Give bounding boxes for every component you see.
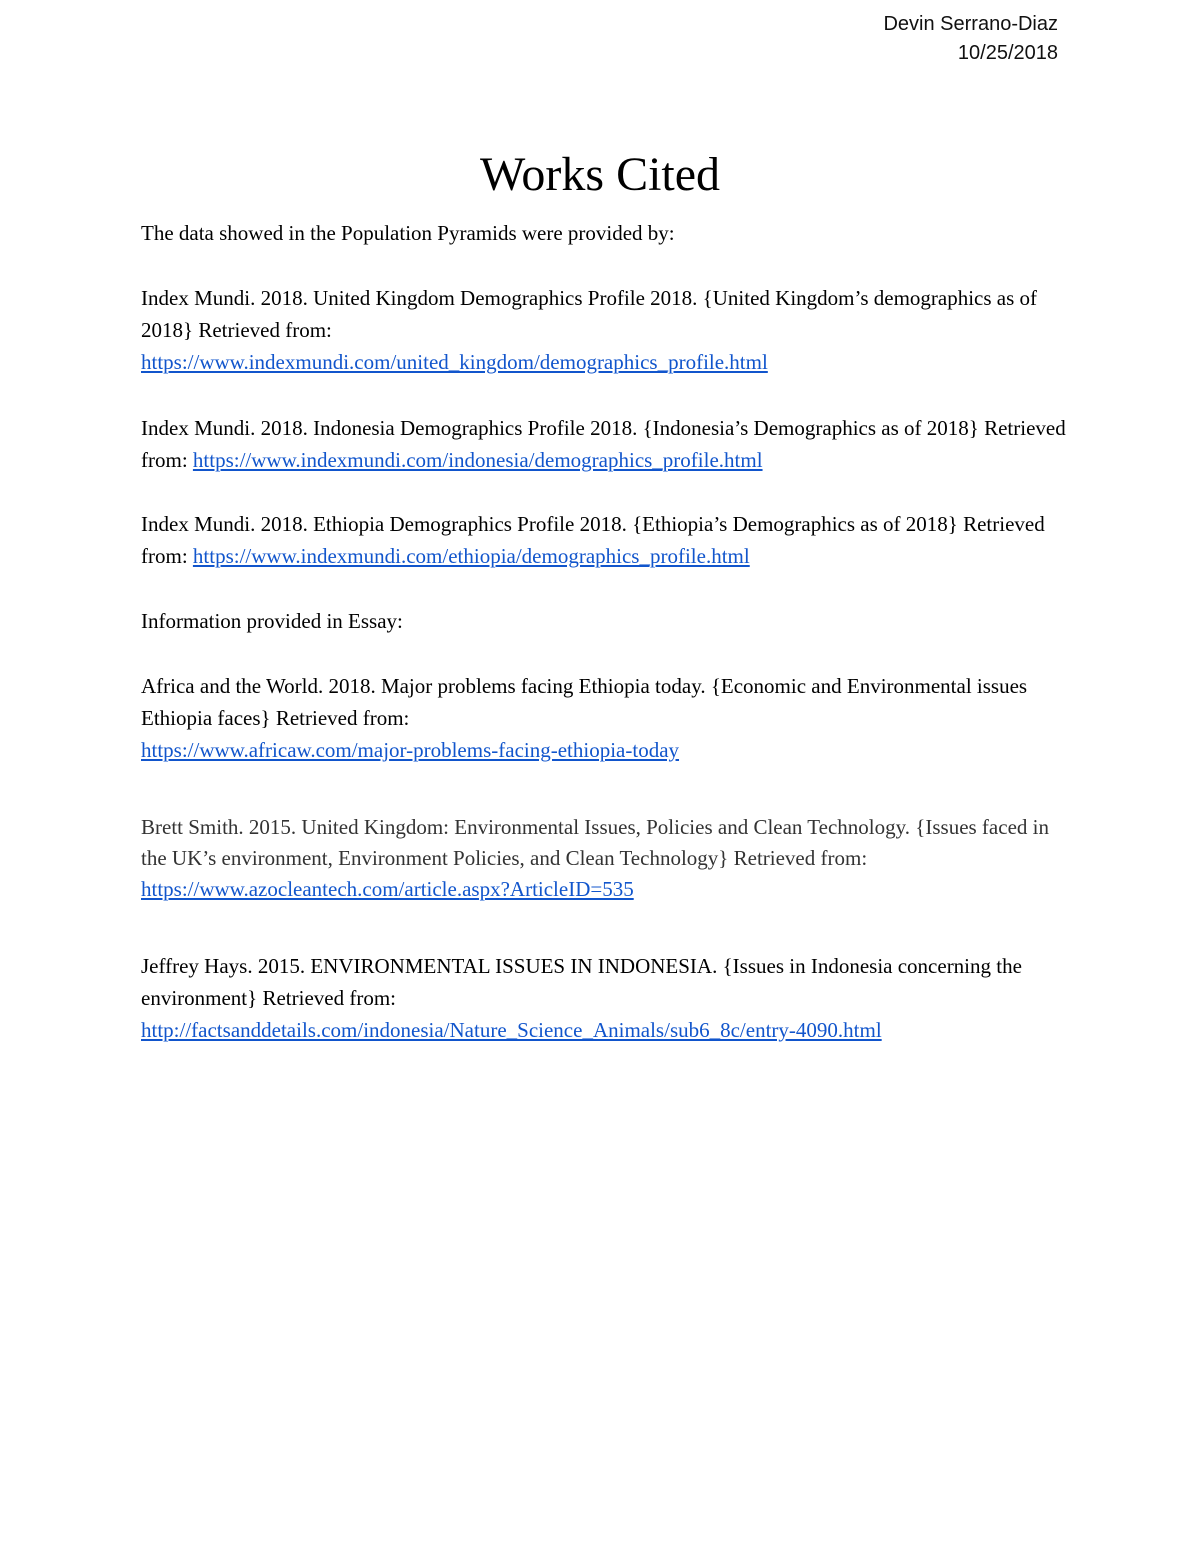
citation-link[interactable]: https://www.indexmundi.com/united_kingdom/demographics_profile.html	[141, 350, 768, 374]
citation-text: Africa and the World. 2018. Major problems facing Ethiopia today. {Economic and Environmental issues Ethiopia faces} Retrieved from:	[141, 674, 1028, 730]
citation-text: Index Mundi. 2018. Ethiopia Demographics Profile 2018. {Ethiopia’s Demographics as of 2018} Retrieved from:	[141, 512, 1045, 568]
citation-uk-environment	[141, 812, 1066, 905]
data-intro-text: The data showed in the Population Pyramids were provided by:	[141, 221, 675, 245]
page-title: Works Cited	[479, 148, 721, 201]
citation-text: Index Mundi. 2018. United Kingdom Demographics Profile 2018. {United Kingdom’s demographics as of 2018} Retrieved from:	[141, 286, 1038, 342]
citation-uk-demographics	[141, 282, 1066, 378]
author-name: Devin Serrano-Diaz	[883, 13, 1058, 35]
citation-text: Index Mundi. 2018. Indonesia Demographics Profile 2018. {Indonesia’s Demographics as of 2018} Retrieved from:	[141, 416, 1066, 472]
citation-link[interactable]: http://factsanddetails.com/indonesia/Nature_Science_Animals/sub6_8c/entry-4090.html	[141, 1018, 882, 1042]
citation-indonesia-environment	[141, 950, 1066, 1046]
citation-link[interactable]: https://www.africaw.com/major-problems-facing-ethiopia-today	[141, 738, 680, 762]
citation-link[interactable]: https://www.azocleantech.com/article.aspx?ArticleID=535	[141, 877, 634, 901]
essay-intro-text: Information provided in Essay:	[141, 609, 403, 633]
citation-link[interactable]: https://www.indexmundi.com/indonesia/demographics_profile.html	[192, 448, 763, 472]
citation-ethiopia-demographics	[141, 508, 1066, 572]
citation-ethiopia-problems	[141, 670, 1066, 766]
citation-indonesia-demographics	[141, 412, 1066, 476]
citation-text: Jeffrey Hays. 2015. ENVIRONMENTAL ISSUES IN INDONESIA. {Issues in Indonesia concerning the environment} Retrieved from:	[141, 954, 1022, 1010]
citation-link[interactable]: https://www.indexmundi.com/ethiopia/demographics_profile.html	[192, 544, 750, 568]
document-date: 10/25/2018	[957, 42, 1058, 64]
page-header	[883, 10, 1058, 68]
citation-text: Brett Smith. 2015. United Kingdom: Environmental Issues, Policies and Clean Technology. {Issues faced in the UK’s environment, Environment Policies, and Clean Technology} Retrieved from:	[141, 815, 1049, 870]
